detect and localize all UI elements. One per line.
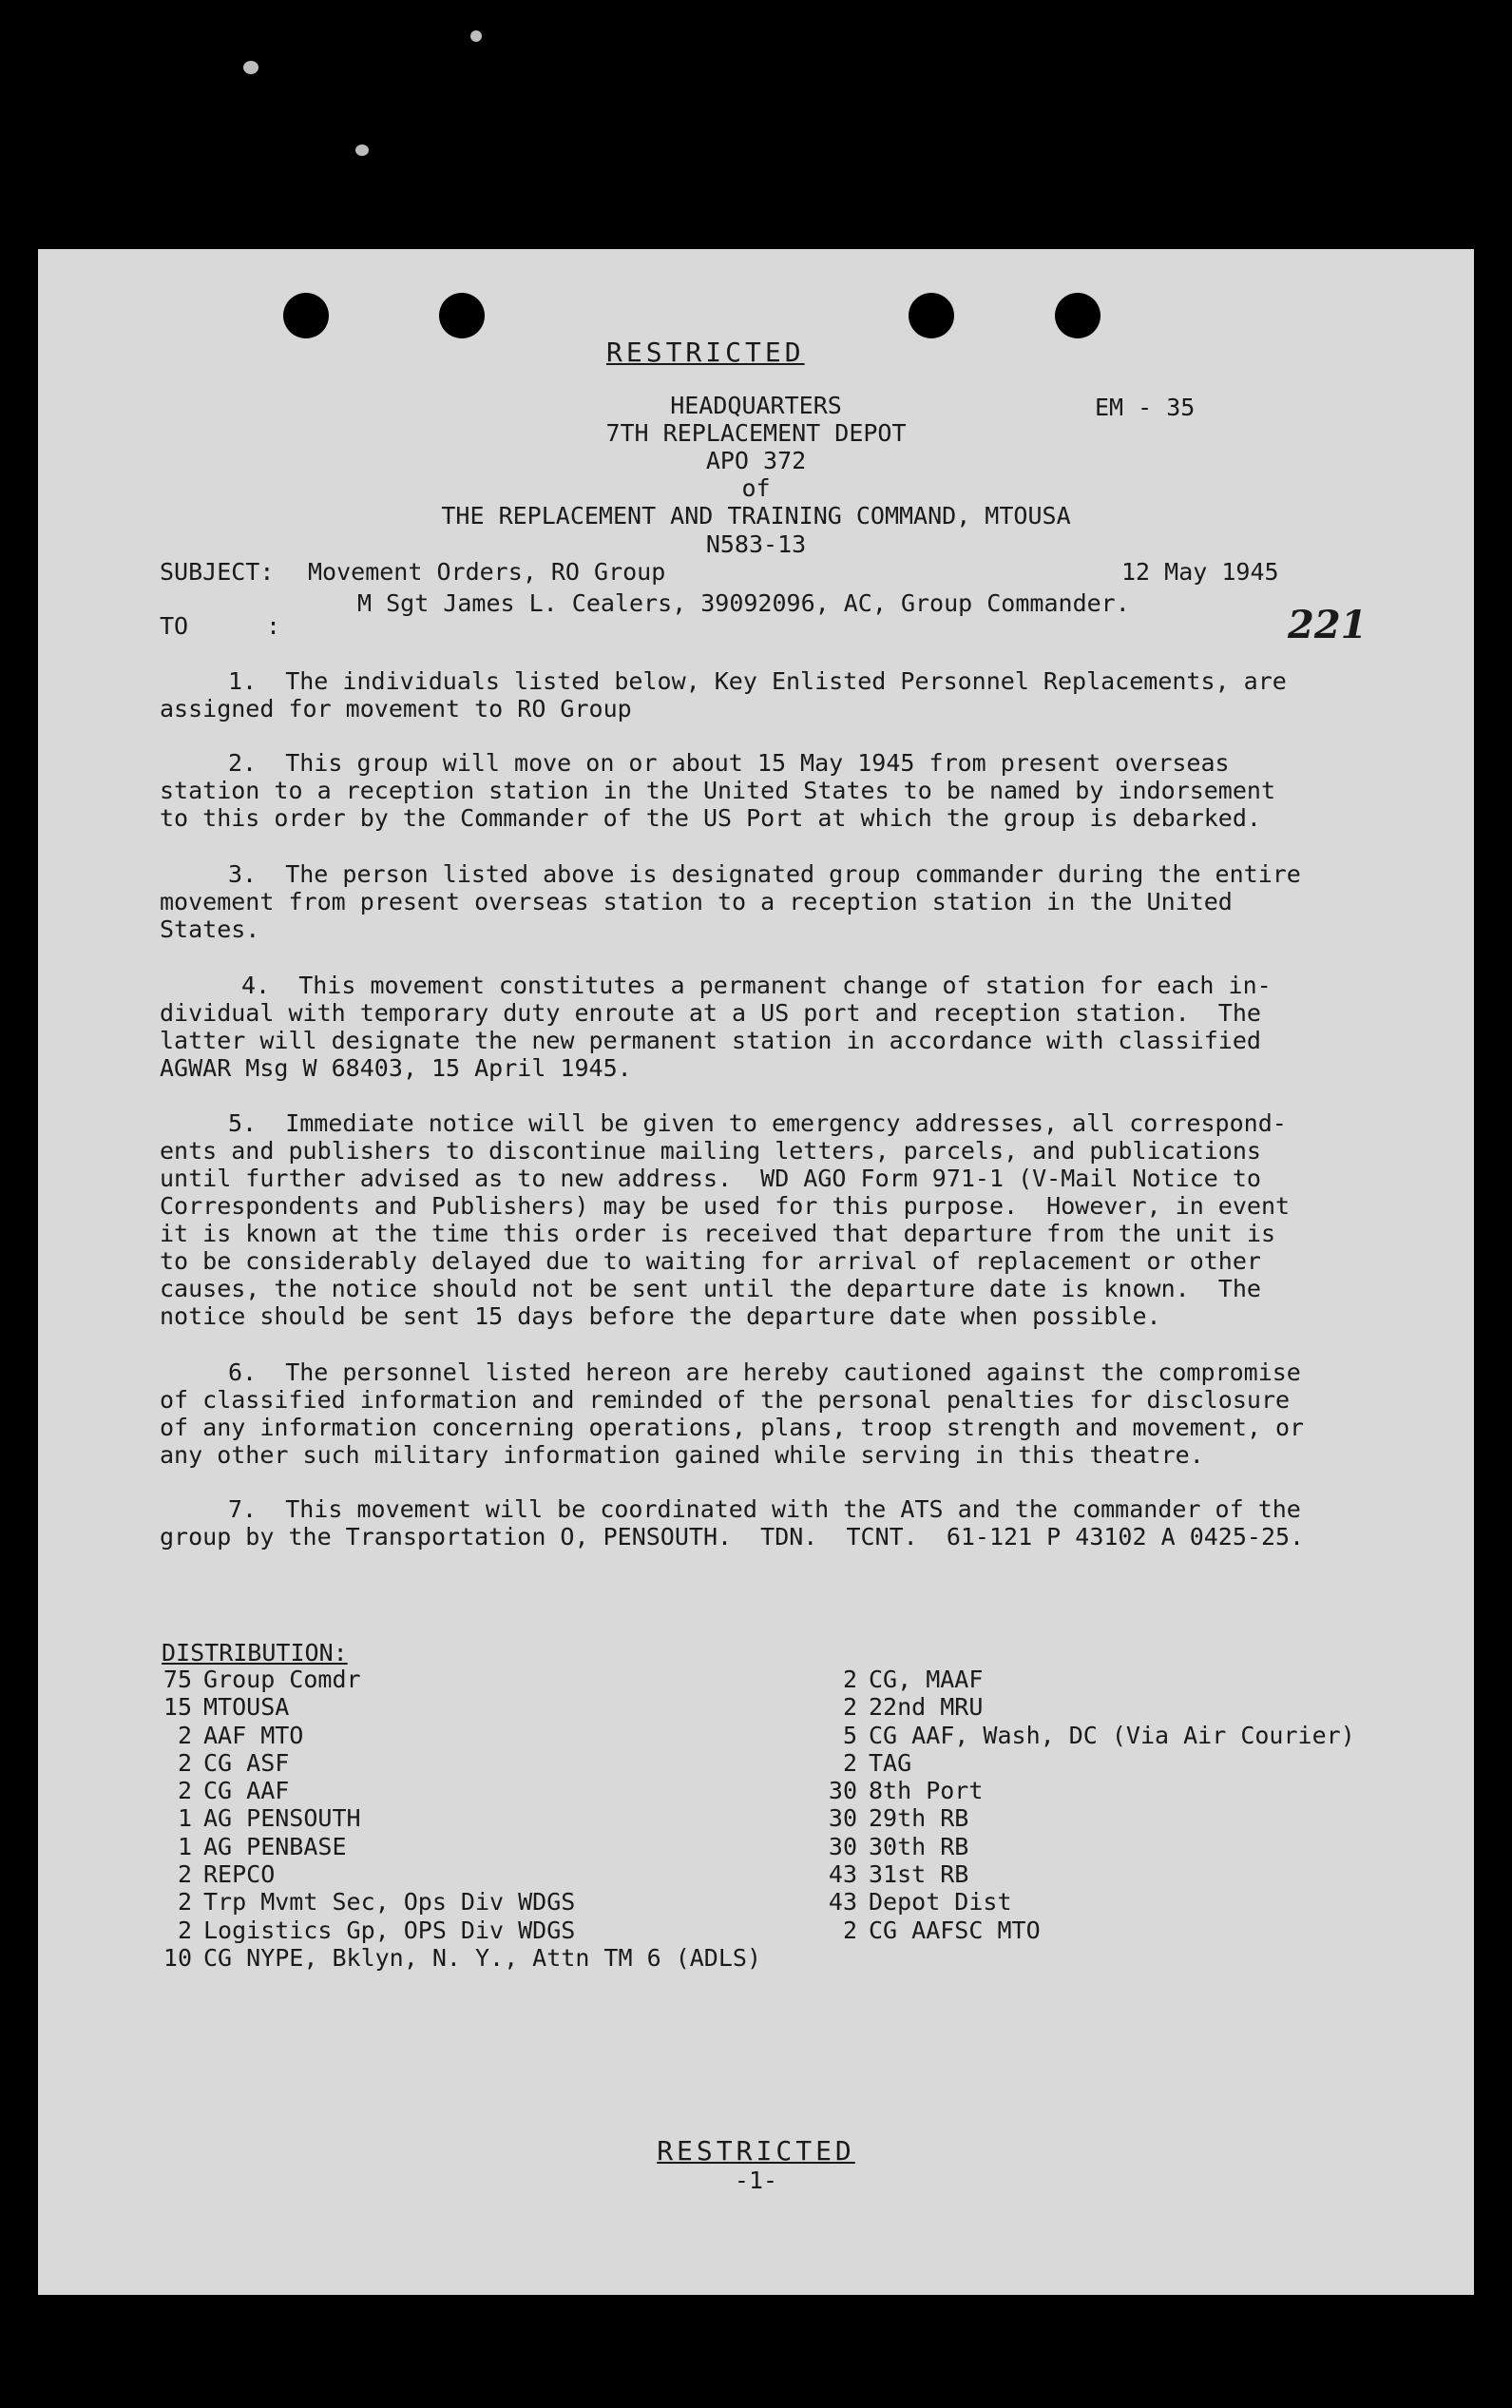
subject-label: SUBJECT:: [160, 558, 275, 586]
distribution-entry: [815, 1722, 1355, 1749]
distribution-qty: 2: [842, 1666, 857, 1693]
paragraph-line: assigned for movement to RO Group: [160, 695, 632, 722]
distribution-entry: [150, 1860, 761, 1888]
distribution-entry: [150, 1888, 761, 1916]
distribution-qty: 30: [828, 1832, 857, 1860]
paragraph-line: until further advised as to new address. WD AGO Form 971-1 (V-Mail Notice to: [160, 1165, 1261, 1192]
distribution-recipient: Group Comdr: [203, 1666, 361, 1693]
paragraph-line: group by the Transportation O, PENSOUTH. TDN. TCNT. 61-121 P 43102 A 0425-25.: [160, 1523, 1305, 1551]
paragraph-7: [160, 1495, 1367, 1551]
distribution-entry: [815, 1749, 1355, 1777]
distribution-entry: [150, 1917, 761, 1944]
page-number: -1-: [734, 2167, 778, 2194]
distribution-entry: [815, 1804, 1355, 1832]
apo-line: APO 372: [705, 447, 807, 474]
distribution-qty: 10: [163, 1943, 192, 1972]
stamp-number: 221: [1288, 603, 1368, 647]
distribution-qty: 2: [177, 1860, 192, 1889]
paragraph-line: latter will designate the new permanent station in accordance with classified: [160, 1027, 1261, 1054]
distribution-qty: 43: [828, 1888, 857, 1917]
paragraph-line: Correspondents and Publishers) may be used for this purpose. However, in event: [160, 1192, 1291, 1220]
distribution-entry: [815, 1860, 1355, 1888]
distribution-recipient: CG AAFSC MTO: [869, 1916, 1041, 1944]
dust-speck: [355, 144, 369, 156]
distribution-qty: 2: [842, 1916, 857, 1944]
distribution-recipient: 29th RB: [869, 1804, 969, 1833]
distribution-entry: [815, 1777, 1355, 1804]
paragraph-line: of any information concerning operations, plans, troop strength and movement, or: [160, 1414, 1305, 1441]
distribution-qty: 2: [177, 1721, 192, 1749]
distribution-recipient: CG NYPE, Bklyn, N. Y., Attn TM 6 (ADLS): [203, 1943, 761, 1972]
paragraph-line: 4. This movement constitutes a permanent change of station for each in-: [241, 972, 1272, 999]
distribution-entry: [150, 1777, 761, 1804]
distribution-recipient: 8th Port: [869, 1777, 984, 1805]
paragraph-6: [160, 1358, 1367, 1469]
order-number: N583-13: [705, 530, 807, 558]
distribution-entry: [150, 1693, 761, 1721]
distribution-recipient: MTOUSA: [203, 1693, 290, 1722]
distribution-entry: [150, 1804, 761, 1832]
document-page: [38, 249, 1474, 2295]
distribution-recipient: TAG: [869, 1748, 912, 1777]
distribution-qty: 1: [177, 1832, 192, 1860]
command-line: THE REPLACEMENT AND TRAINING COMMAND, MTOUSA: [441, 502, 1071, 530]
distribution-recipient: Depot Dist: [869, 1888, 1012, 1917]
punch-hole: [1055, 293, 1101, 338]
footer: [38, 2135, 1474, 2194]
to-value: M Sgt James L. Cealers, 39092096, AC, Group Commander.: [357, 589, 1130, 617]
to-label: TO: [160, 612, 189, 640]
paragraph-2: [160, 749, 1367, 832]
distribution-recipient: 31st RB: [869, 1860, 969, 1889]
punch-hole: [909, 293, 954, 338]
distribution-list-right: [815, 1666, 1355, 1944]
paragraph-line: it is known at the time this order is received that departure from the unit is: [160, 1220, 1275, 1247]
paragraph-line: causes, the notice should not be sent until the departure date is known. The: [160, 1275, 1261, 1302]
headquarters-line: HEADQUARTERS: [670, 392, 842, 419]
paragraph-line: 2. This group will move on or about 15 May 1945 from present overseas: [228, 749, 1230, 777]
distribution-entry: [150, 1833, 761, 1860]
paragraph-line: dividual with temporary duty enroute at a US port and reception station. The: [160, 999, 1261, 1027]
punch-hole: [439, 293, 485, 338]
distribution-entry: [815, 1917, 1355, 1944]
paragraph-line: 3. The person listed above is designated group commander during the entire: [228, 860, 1301, 888]
distribution-recipient: 22nd MRU: [869, 1693, 984, 1722]
distribution-recipient: AG PENSOUTH: [203, 1804, 361, 1833]
distribution-qty: 75: [163, 1666, 192, 1693]
paragraph-line: States.: [160, 915, 260, 943]
distribution-entry: [150, 1722, 761, 1749]
dust-speck: [243, 61, 258, 74]
paragraph-line: notice should be sent 15 days before the departure date when possible.: [160, 1302, 1161, 1330]
distribution-recipient: 30th RB: [869, 1832, 969, 1860]
distribution-recipient: Trp Mvmt Sec, Ops Div WDGS: [203, 1888, 576, 1917]
distribution-recipient: Logistics Gp, OPS Div WDGS: [203, 1916, 576, 1944]
to-colon: :: [266, 612, 281, 640]
paragraph-1: [160, 667, 1367, 722]
paragraph-line: to this order by the Commander of the US Port at which the group is debarked.: [160, 804, 1261, 832]
paragraph-3: [160, 860, 1367, 943]
distribution-qty: 2: [177, 1748, 192, 1777]
paragraph-line: AGWAR Msg W 68403, 15 April 1945.: [160, 1054, 632, 1082]
order-date: 12 May 1945: [1121, 558, 1279, 586]
paragraph-5: [160, 1109, 1367, 1330]
distribution-qty: 30: [828, 1777, 857, 1805]
distribution-list-left: [150, 1666, 761, 1972]
distribution-entry: [150, 1944, 761, 1972]
form-number: EM - 35: [1095, 394, 1196, 421]
unit-line: 7TH REPLACEMENT DEPOT: [605, 419, 907, 447]
distribution-entry: [815, 1666, 1355, 1693]
distribution-qty: 15: [163, 1693, 192, 1722]
paragraph-line: station to a reception station in the United States to be named by indorsement: [160, 777, 1275, 804]
paragraph-line: 6. The personnel listed hereon are hereby cautioned against the compromise: [228, 1358, 1301, 1386]
distribution-entry: [815, 1888, 1355, 1916]
paragraph-line: of classified information and reminded of the personal penalties for disclosure: [160, 1386, 1291, 1414]
distribution-qty: 2: [177, 1777, 192, 1805]
distribution-recipient: CG, MAAF: [869, 1666, 984, 1693]
dust-speck: [470, 30, 482, 42]
distribution-qty: 2: [842, 1748, 857, 1777]
of-line: of: [741, 474, 771, 502]
distribution-recipient: CG AAF, Wash, DC (Via Air Courier): [869, 1721, 1355, 1749]
classification-header: RESTRICTED: [606, 337, 805, 368]
distribution-qty: 2: [177, 1888, 192, 1917]
subject-value: Movement Orders, RO Group: [308, 558, 666, 586]
distribution-title: DISTRIBUTION:: [162, 1639, 348, 1666]
paragraph-line: ents and publishers to discontinue mailing letters, parcels, and publications: [160, 1137, 1261, 1165]
distribution-entry: [150, 1666, 761, 1693]
distribution-qty: 5: [842, 1721, 857, 1749]
distribution-recipient: CG AAF: [203, 1777, 290, 1805]
distribution-entry: [150, 1749, 761, 1777]
paragraph-4: [160, 972, 1367, 1082]
punch-hole: [283, 293, 329, 338]
distribution-qty: 30: [828, 1804, 857, 1833]
paragraph-line: movement from present overseas station to a reception station in the United: [160, 888, 1233, 915]
distribution-recipient: AAF MTO: [203, 1721, 304, 1749]
distribution-recipient: CG ASF: [203, 1748, 290, 1777]
distribution-entry: [815, 1833, 1355, 1860]
distribution-qty: 2: [177, 1916, 192, 1944]
distribution-qty: 43: [828, 1860, 857, 1889]
distribution-qty: 1: [177, 1804, 192, 1833]
distribution-recipient: AG PENBASE: [203, 1832, 347, 1860]
paragraph-line: 7. This movement will be coordinated with the ATS and the commander of the: [228, 1495, 1301, 1523]
distribution-recipient: REPCO: [203, 1860, 276, 1889]
paragraph-line: to be considerably delayed due to waiting for arrival of replacement or other: [160, 1247, 1261, 1275]
distribution-entry: [815, 1693, 1355, 1721]
paragraph-line: 5. Immediate notice will be given to emergency addresses, all correspond-: [228, 1109, 1287, 1137]
paragraph-line: 1. The individuals listed below, Key Enlisted Personnel Replacements, are: [228, 667, 1287, 695]
classification-footer: RESTRICTED: [657, 2135, 855, 2167]
distribution-qty: 2: [842, 1693, 857, 1722]
paragraph-line: any other such military information gained while serving in this theatre.: [160, 1441, 1204, 1469]
